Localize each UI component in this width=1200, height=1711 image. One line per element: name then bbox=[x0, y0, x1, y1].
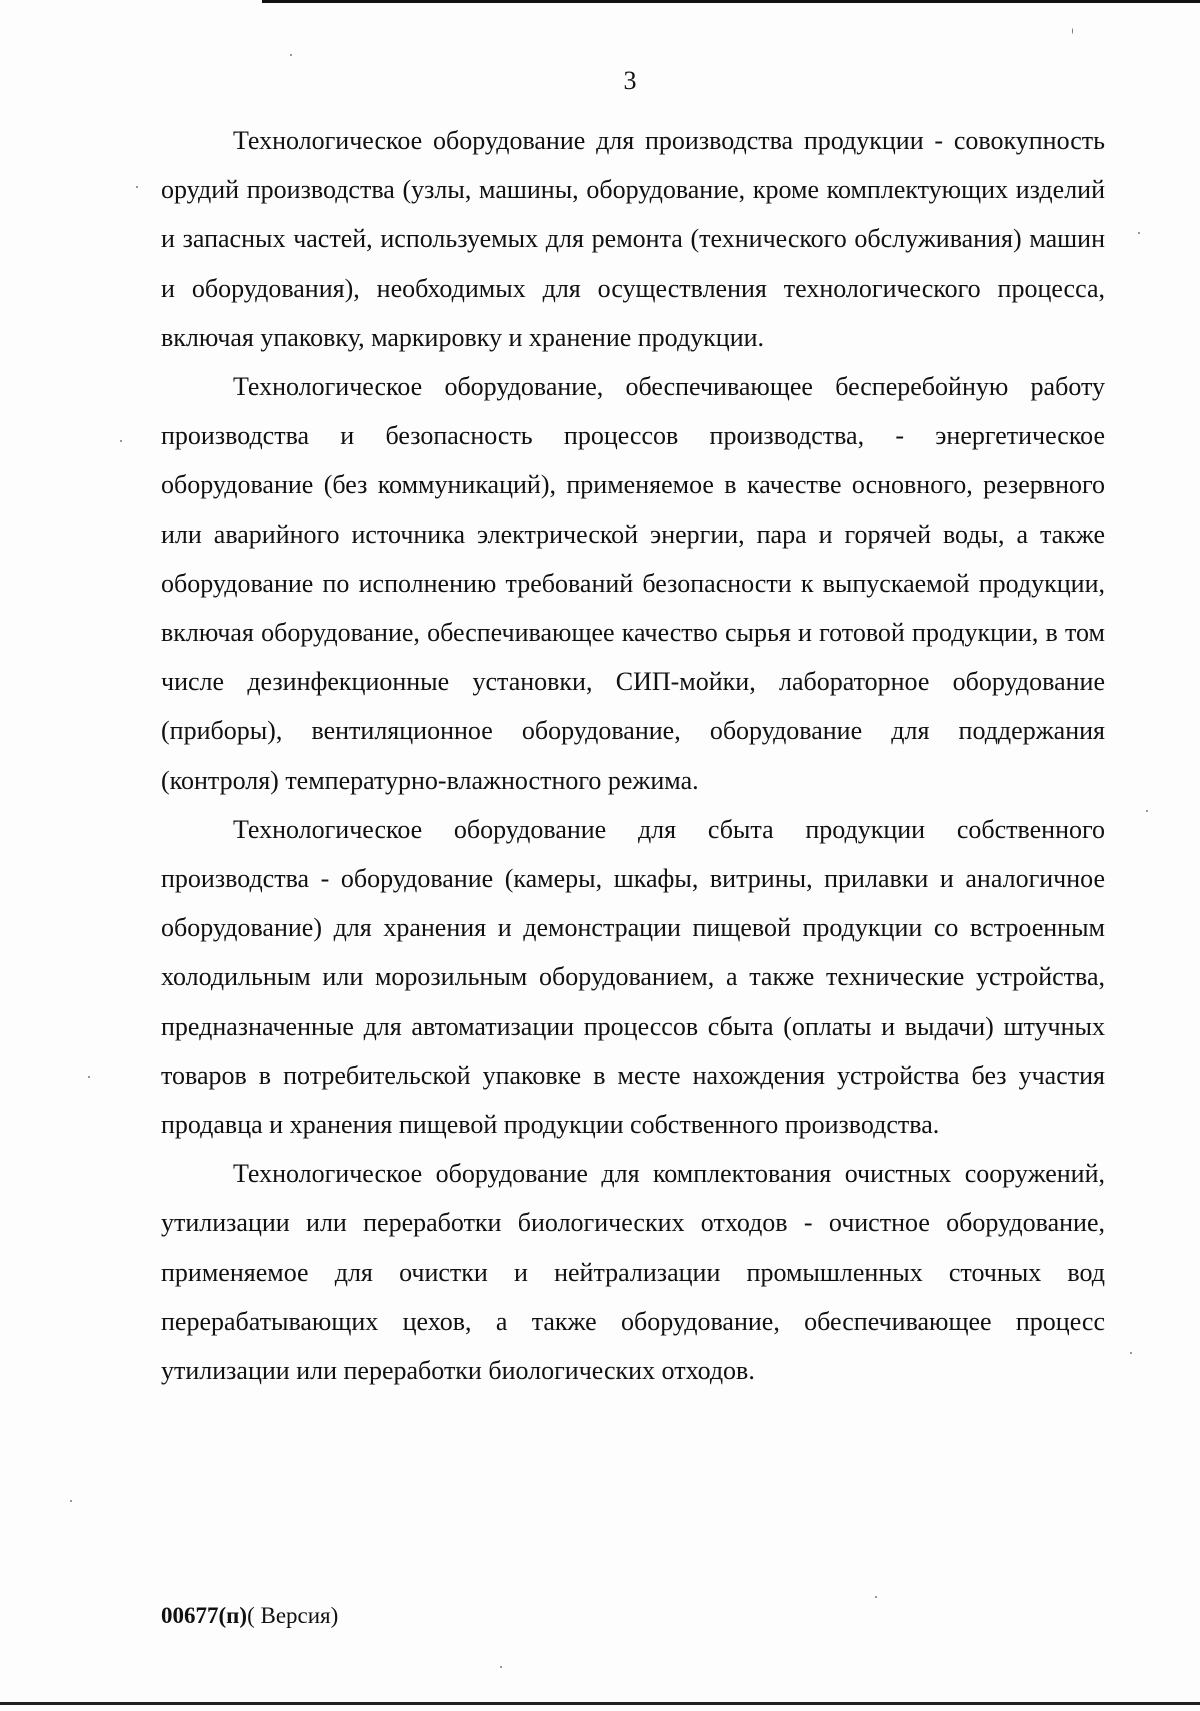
paragraph-treatment-equipment: Технологическое оборудование для комплектования очистных сооружений, утилизации или переработки биологических отходов - очистное оборудование, применяемое для очистки и нейтрализации промышленных сточных вод перерабатывающих цехов, а также оборудование, обеспечивающее процесс утилизации или переработки биологических отходов. bbox=[161, 1159, 1105, 1386]
scan-speck bbox=[1072, 28, 1073, 34]
scan-speck bbox=[1146, 810, 1148, 812]
bottom-rule bbox=[0, 1702, 1200, 1705]
scan-speck bbox=[290, 54, 292, 56]
paragraph-continuity-equipment: Технологическое оборудование, обеспечивающее бесперебойную работу производства и безопасность процессов производства, - энергетическое оборудование (без коммуникаций), применяемое в качестве основного, резервного или аварийного источника электрической энергии, пара и горячей воды, а также оборудование по исполнению требований безопасности к выпускаемой продукции, включая оборудование, обеспечивающее качество сырья и готовой продукции, в том числе дезинфекционные установки, СИП-мойки, лабораторное оборудование (приборы), вентиляционное оборудование, оборудование для поддержания (контроля) температурно-влажностного режима. bbox=[161, 372, 1105, 795]
scan-speck bbox=[1138, 232, 1140, 234]
scan-speck bbox=[88, 1076, 90, 1078]
scan-speck bbox=[70, 1500, 72, 1502]
document-code: 00677(п) bbox=[161, 1603, 248, 1628]
scan-speck bbox=[1130, 1352, 1132, 1354]
top-rule bbox=[262, 0, 1200, 3]
page-number: 3 bbox=[623, 66, 637, 95]
document-version: ( Версия) bbox=[247, 1603, 339, 1628]
scan-speck bbox=[875, 1596, 877, 1598]
scan-speck bbox=[500, 1666, 502, 1668]
footer-document-code bbox=[161, 1601, 338, 1631]
paragraph-production-equipment: Технологическое оборудование для производства продукции - совокупность орудий производства (узлы, машины, оборудование, кроме комплектующих изделий и запасных частей, используемых для ремонта (технического обслуживания) машин и оборудования), необходимых для осуществления технологического процесса, включая упаковку, маркировку и хранение продукции. bbox=[161, 126, 1105, 352]
body-text bbox=[161, 116, 1105, 1395]
scan-speck bbox=[120, 440, 122, 442]
scan-speck bbox=[136, 186, 138, 188]
paragraph-sales-equipment: Технологическое оборудование для сбыта продукции собственного производства - оборудование (камеры, шкафы, витрины, прилавки и аналогичное оборудование) для хранения и демонстрации пищевой продукции со встроенным холодильным или морозильным оборудованием, а также технические устройства, предназначенные для автоматизации процессов сбыта (оплаты и выдачи) штучных товаров в потребительской упаковке в месте нахождения устройства без участия продавца и хранения пищевой продукции собственного производства. bbox=[161, 814, 1105, 1140]
